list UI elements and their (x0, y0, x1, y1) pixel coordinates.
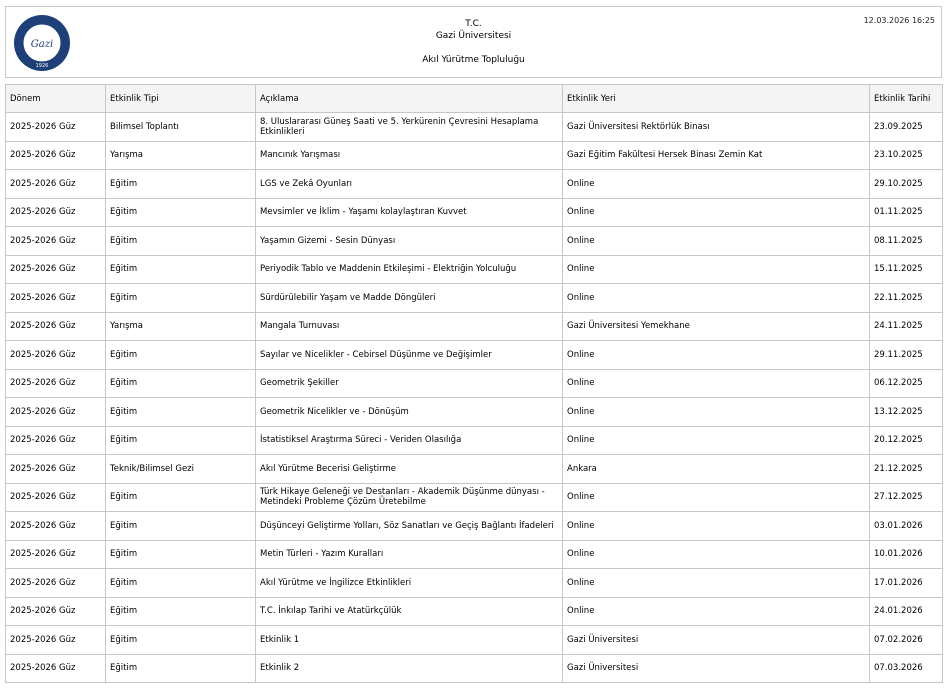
cell-aciklama: Türk Hikaye Geleneği ve Destanları - Akademik Düşünme dünyası - Metindeki Probleme Çözüm Üretebilme (256, 483, 563, 512)
cell-etkinlik-tarihi: 03.01.2026 (870, 512, 943, 541)
cell-etkinlik-tarihi: 13.12.2025 (870, 398, 943, 427)
cell-aciklama: Mangala Turnuvası (256, 312, 563, 341)
cell-donem: 2025-2026 Güz (6, 512, 106, 541)
cell-etkinlik-tipi: Yarışma (106, 141, 256, 170)
cell-donem: 2025-2026 Güz (6, 227, 106, 256)
cell-aciklama: 8. Uluslararası Güneş Saati ve 5. Yerkürenin Çevresini Hesaplama Etkinlikleri (256, 113, 563, 142)
cell-etkinlik-yeri: Online (563, 398, 870, 427)
cell-etkinlik-tipi: Eğitim (106, 170, 256, 199)
table-row (6, 483, 943, 512)
cell-etkinlik-tarihi: 01.11.2025 (870, 198, 943, 227)
table-row (6, 626, 943, 655)
cell-aciklama: Metin Türleri - Yazım Kuralları (256, 540, 563, 569)
cell-donem: 2025-2026 Güz (6, 540, 106, 569)
table-body (6, 113, 943, 683)
table-row (6, 113, 943, 142)
cell-aciklama: İstatistiksel Araştırma Süreci - Veriden Olasılığa (256, 426, 563, 455)
cell-etkinlik-tarihi: 24.11.2025 (870, 312, 943, 341)
table-row (6, 255, 943, 284)
cell-aciklama: Periyodik Tablo ve Maddenin Etkileşimi - Elektriğin Yolculuğu (256, 255, 563, 284)
cell-donem: 2025-2026 Güz (6, 626, 106, 655)
cell-etkinlik-tarihi: 10.01.2026 (870, 540, 943, 569)
table-row (6, 198, 943, 227)
cell-donem: 2025-2026 Güz (6, 341, 106, 370)
cell-etkinlik-tarihi: 23.09.2025 (870, 113, 943, 142)
cell-etkinlik-tarihi: 27.12.2025 (870, 483, 943, 512)
cell-etkinlik-yeri: Online (563, 426, 870, 455)
table-row (6, 170, 943, 199)
logo-year: 1926 (35, 63, 49, 69)
cell-donem: 2025-2026 Güz (6, 597, 106, 626)
header-university: Gazi Üniversitesi (435, 31, 512, 41)
cell-etkinlik-tipi: Yarışma (106, 312, 256, 341)
table-row (6, 227, 943, 256)
table-row (6, 540, 943, 569)
cell-etkinlik-tipi: Eğitim (106, 227, 256, 256)
cell-etkinlik-tipi: Eğitim (106, 398, 256, 427)
events-table (5, 84, 943, 683)
cell-etkinlik-tipi: Bilimsel Toplantı (106, 113, 256, 142)
cell-aciklama: LGS ve Zekâ Oyunları (256, 170, 563, 199)
cell-etkinlik-yeri: Online (563, 198, 870, 227)
cell-donem: 2025-2026 Güz (6, 170, 106, 199)
cell-aciklama: Mancınık Yarışması (256, 141, 563, 170)
cell-etkinlik-tipi: Eğitim (106, 540, 256, 569)
column-header-etkinlik-tarihi: Etkinlik Tarihi (870, 85, 943, 113)
cell-etkinlik-tarihi: 24.01.2026 (870, 597, 943, 626)
cell-etkinlik-yeri: Online (563, 227, 870, 256)
cell-aciklama: T.C. İnkılap Tarihi ve Atatürkçülük (256, 597, 563, 626)
cell-donem: 2025-2026 Güz (6, 113, 106, 142)
cell-etkinlik-tipi: Eğitim (106, 198, 256, 227)
cell-etkinlik-yeri: Gazi Üniversitesi (563, 626, 870, 655)
cell-etkinlik-yeri: Gazi Eğitim Fakültesi Hersek Binası Zemin Kat (563, 141, 870, 170)
cell-etkinlik-yeri: Online (563, 170, 870, 199)
table-row (6, 512, 943, 541)
cell-etkinlik-tarihi: 06.12.2025 (870, 369, 943, 398)
table-row (6, 369, 943, 398)
cell-etkinlik-tarihi: 29.11.2025 (870, 341, 943, 370)
cell-aciklama: Yaşamın Gizemi - Sesin Dünyası (256, 227, 563, 256)
cell-etkinlik-yeri: Online (563, 483, 870, 512)
cell-etkinlik-yeri: Online (563, 540, 870, 569)
cell-donem: 2025-2026 Güz (6, 141, 106, 170)
cell-aciklama: Etkinlik 1 (256, 626, 563, 655)
table-row (6, 398, 943, 427)
cell-etkinlik-tipi: Eğitim (106, 569, 256, 598)
cell-etkinlik-yeri: Online (563, 369, 870, 398)
table-row (6, 341, 943, 370)
table-row (6, 569, 943, 598)
column-header-donem: Dönem (6, 85, 106, 113)
cell-etkinlik-tarihi: 29.10.2025 (870, 170, 943, 199)
cell-etkinlik-yeri: Gazi Üniversitesi Rektörlük Binası (563, 113, 870, 142)
cell-donem: 2025-2026 Güz (6, 569, 106, 598)
column-header-aciklama: Açıklama (256, 85, 563, 113)
header-titles (6, 18, 941, 66)
cell-etkinlik-tipi: Eğitim (106, 654, 256, 683)
cell-etkinlik-tarihi: 08.11.2025 (870, 227, 943, 256)
cell-aciklama: Düşünceyi Geliştirme Yolları, Söz Sanatları ve Geçiş Bağlantı İfadeleri (256, 512, 563, 541)
cell-etkinlik-tarihi: 07.03.2026 (870, 654, 943, 683)
table-row (6, 426, 943, 455)
table-row (6, 284, 943, 313)
cell-etkinlik-tarihi: 17.01.2026 (870, 569, 943, 598)
cell-aciklama: Mevsimler ve İklim - Yaşamı kolaylaştıran Kuvvet (256, 198, 563, 227)
cell-donem: 2025-2026 Güz (6, 369, 106, 398)
cell-etkinlik-yeri: Online (563, 284, 870, 313)
cell-aciklama: Sürdürülebilir Yaşam ve Madde Döngüleri (256, 284, 563, 313)
cell-donem: 2025-2026 Güz (6, 426, 106, 455)
cell-donem: 2025-2026 Güz (6, 654, 106, 683)
cell-etkinlik-yeri: Online (563, 255, 870, 284)
cell-donem: 2025-2026 Güz (6, 312, 106, 341)
cell-etkinlik-tipi: Eğitim (106, 483, 256, 512)
header-community: Akıl Yürütme Topluluğu (422, 55, 525, 65)
cell-donem: 2025-2026 Güz (6, 455, 106, 484)
cell-etkinlik-yeri: Gazi Üniversitesi Yemekhane (563, 312, 870, 341)
cell-etkinlik-tipi: Teknik/Bilimsel Gezi (106, 455, 256, 484)
cell-etkinlik-yeri: Online (563, 569, 870, 598)
cell-etkinlik-yeri: Online (563, 512, 870, 541)
cell-etkinlik-yeri: Gazi Üniversitesi (563, 654, 870, 683)
cell-etkinlik-tipi: Eğitim (106, 255, 256, 284)
column-header-etkinlik-yeri: Etkinlik Yeri (563, 85, 870, 113)
table-row (6, 455, 943, 484)
report-timestamp: 12.03.2026 16:25 (863, 16, 935, 25)
cell-donem: 2025-2026 Güz (6, 483, 106, 512)
cell-etkinlik-tarihi: 07.02.2026 (870, 626, 943, 655)
cell-aciklama: Akıl Yürütme ve İngilizce Etkinlikleri (256, 569, 563, 598)
table-row (6, 141, 943, 170)
cell-etkinlik-tipi: Eğitim (106, 426, 256, 455)
cell-aciklama: Sayılar ve Nicelikler - Cebirsel Düşünme ve Değişimler (256, 341, 563, 370)
cell-aciklama: Akıl Yürütme Becerisi Geliştirme (256, 455, 563, 484)
cell-etkinlik-yeri: Online (563, 597, 870, 626)
cell-etkinlik-tarihi: 23.10.2025 (870, 141, 943, 170)
logo-script-text: Gazi (30, 39, 54, 50)
cell-etkinlik-yeri: Online (563, 341, 870, 370)
column-header-etkinlik-tipi: Etkinlik Tipi (106, 85, 256, 113)
cell-etkinlik-tarihi: 21.12.2025 (870, 455, 943, 484)
cell-etkinlik-tipi: Eğitim (106, 597, 256, 626)
cell-donem: 2025-2026 Güz (6, 398, 106, 427)
cell-aciklama: Geometrik Nicelikler ve - Dönüşüm (256, 398, 563, 427)
header-country: T.C. (465, 19, 482, 29)
cell-donem: 2025-2026 Güz (6, 198, 106, 227)
cell-etkinlik-tarihi: 20.12.2025 (870, 426, 943, 455)
cell-etkinlik-yeri: Ankara (563, 455, 870, 484)
cell-etkinlik-tipi: Eğitim (106, 626, 256, 655)
cell-etkinlik-tipi: Eğitim (106, 512, 256, 541)
cell-donem: 2025-2026 Güz (6, 255, 106, 284)
table-row (6, 312, 943, 341)
table-header-row (6, 85, 943, 113)
cell-aciklama: Geometrik Şekiller (256, 369, 563, 398)
table-row (6, 597, 943, 626)
cell-etkinlik-tipi: Eğitim (106, 284, 256, 313)
table-row (6, 654, 943, 683)
cell-aciklama: Etkinlik 2 (256, 654, 563, 683)
cell-donem: 2025-2026 Güz (6, 284, 106, 313)
cell-etkinlik-tipi: Eğitim (106, 369, 256, 398)
cell-etkinlik-tarihi: 22.11.2025 (870, 284, 943, 313)
report-header (5, 6, 942, 78)
cell-etkinlik-tarihi: 15.11.2025 (870, 255, 943, 284)
cell-etkinlik-tipi: Eğitim (106, 341, 256, 370)
